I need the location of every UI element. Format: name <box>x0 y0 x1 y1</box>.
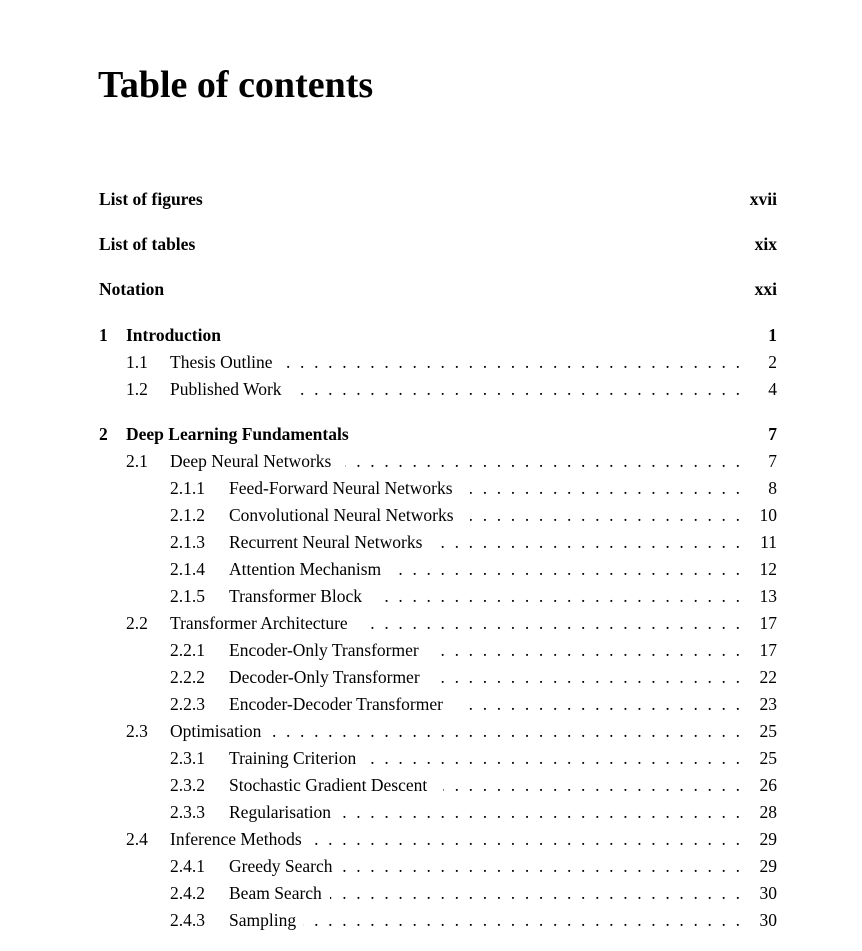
subsection-label: Regularisation <box>229 802 332 822</box>
subsection-number: 2.1.5 <box>170 586 205 606</box>
leader-dots <box>470 475 740 502</box>
toc-section[interactable] <box>0 610 862 637</box>
toc-entry-notation[interactable] <box>0 276 862 303</box>
toc-subsection[interactable] <box>0 745 862 772</box>
subsection-number: 2.2.1 <box>170 640 205 660</box>
subsection-number: 2.2.3 <box>170 694 205 714</box>
leader-dots <box>303 907 740 934</box>
leader-dots <box>375 583 740 610</box>
subsection-label: Sampling <box>229 910 297 930</box>
subsection-number: 2.3.3 <box>170 802 205 822</box>
leader-dots <box>393 556 740 583</box>
section-number: 2.3 <box>126 721 148 741</box>
section-page: 2 <box>768 352 777 372</box>
toc-entry-page: xix <box>754 234 777 254</box>
subsection-page: 28 <box>759 802 777 822</box>
subsection-number: 2.3.2 <box>170 775 205 795</box>
chapter-number: 1 <box>99 325 108 345</box>
toc-entry-list-of-tables[interactable] <box>0 231 862 258</box>
subsection-number: 2.1.1 <box>170 478 205 498</box>
subsection-page: 29 <box>759 856 777 876</box>
subsection-page: 11 <box>760 532 777 552</box>
toc-section[interactable] <box>0 376 862 403</box>
subsection-page: 25 <box>759 748 777 768</box>
toc-section[interactable] <box>0 448 862 475</box>
subsection-number: 2.4.3 <box>170 910 205 930</box>
toc-subsection[interactable] <box>0 880 862 907</box>
subsection-number: 2.1.4 <box>170 559 205 579</box>
leader-dots <box>434 637 740 664</box>
toc-subsection[interactable] <box>0 664 862 691</box>
toc-subsection[interactable] <box>0 502 862 529</box>
toc-entry-label: List of tables <box>99 234 196 254</box>
chapter-label: Deep Learning Fundamentals <box>126 424 349 444</box>
leader-dots <box>365 745 740 772</box>
leader-dots <box>460 691 740 718</box>
toc-chapter-1[interactable] <box>0 322 862 349</box>
subsection-label: Recurrent Neural Networks <box>229 532 423 552</box>
toc-subsection[interactable] <box>0 529 862 556</box>
toc-subsection[interactable] <box>0 691 862 718</box>
subsection-label: Training Criterion <box>229 748 357 768</box>
leader-dots <box>470 502 740 529</box>
leader-dots <box>345 448 740 475</box>
subsection-page: 23 <box>759 694 777 714</box>
section-number: 2.1 <box>126 451 148 471</box>
chapter-number: 2 <box>99 424 108 444</box>
subsection-label: Beam Search <box>229 883 322 903</box>
toc-entry-label: List of figures <box>99 189 203 209</box>
subsection-label: Decoder-Only Transformer <box>229 667 420 687</box>
toc-subsection[interactable] <box>0 907 862 934</box>
toc-subsection[interactable] <box>0 556 862 583</box>
subsection-page: 10 <box>759 505 777 525</box>
subsection-number: 2.2.2 <box>170 667 205 687</box>
leader-dots <box>341 853 740 880</box>
subsection-label: Feed-Forward Neural Networks <box>229 478 453 498</box>
subsection-page: 12 <box>759 559 777 579</box>
subsection-page: 13 <box>759 586 777 606</box>
subsection-page: 22 <box>759 667 777 687</box>
leader-dots <box>440 529 740 556</box>
section-label: Inference Methods <box>170 829 302 849</box>
toc-subsection[interactable] <box>0 637 862 664</box>
section-number: 1.2 <box>126 379 148 399</box>
toc-entry-page: xvii <box>749 189 777 209</box>
subsection-page: 8 <box>768 478 777 498</box>
toc-subsection[interactable] <box>0 475 862 502</box>
subsection-page: 17 <box>759 640 777 660</box>
subsection-label: Transformer Block <box>229 586 363 606</box>
subsection-number: 2.4.2 <box>170 883 205 903</box>
toc-section[interactable] <box>0 349 862 376</box>
section-label: Transformer Architecture <box>170 613 348 633</box>
subsection-page: 30 <box>759 883 777 903</box>
toc-subsection[interactable] <box>0 853 862 880</box>
subsection-label: Encoder-Only Transformer <box>229 640 419 660</box>
subsection-number: 2.4.1 <box>170 856 205 876</box>
leader-dots <box>291 376 740 403</box>
section-page: 4 <box>768 379 777 399</box>
section-label: Optimisation <box>170 721 262 741</box>
chapter-label: Introduction <box>126 325 221 345</box>
toc-subsection[interactable] <box>0 583 862 610</box>
subsection-label: Convolutional Neural Networks <box>229 505 454 525</box>
leader-dots <box>435 664 740 691</box>
subsection-label: Stochastic Gradient Descent <box>229 775 428 795</box>
page-title: Table of contents <box>98 64 374 106</box>
toc-entry-page: xxi <box>754 279 777 299</box>
toc-entry-list-of-figures[interactable] <box>0 186 862 213</box>
toc-subsection[interactable] <box>0 799 862 826</box>
section-label: Published Work <box>170 379 282 399</box>
section-number: 1.1 <box>126 352 148 372</box>
section-number: 2.4 <box>126 829 148 849</box>
subsection-page: 30 <box>759 910 777 930</box>
subsection-label: Greedy Search <box>229 856 333 876</box>
section-number: 2.2 <box>126 613 148 633</box>
leader-dots <box>362 610 740 637</box>
chapter-page: 1 <box>768 325 777 345</box>
leader-dots <box>341 799 740 826</box>
subsection-page: 26 <box>759 775 777 795</box>
toc-chapter-2[interactable] <box>0 421 862 448</box>
section-label: Deep Neural Networks <box>170 451 332 471</box>
toc-section[interactable] <box>0 718 862 745</box>
subsection-number: 2.3.1 <box>170 748 205 768</box>
toc-subsection[interactable] <box>0 772 862 799</box>
subsection-label: Encoder-Decoder Transformer <box>229 694 443 714</box>
leader-dots <box>330 880 740 907</box>
toc-entry-label: Notation <box>99 279 165 299</box>
section-page: 25 <box>759 721 777 741</box>
leader-dots <box>270 718 740 745</box>
leader-dots <box>280 349 740 376</box>
section-page: 7 <box>768 451 777 471</box>
subsection-label: Attention Mechanism <box>229 559 382 579</box>
section-label: Thesis Outline <box>170 352 273 372</box>
leader-dots <box>313 826 740 853</box>
section-page: 29 <box>759 829 777 849</box>
subsection-number: 2.1.2 <box>170 505 205 525</box>
toc-section[interactable] <box>0 826 862 853</box>
chapter-page: 7 <box>768 424 777 444</box>
leader-dots <box>443 772 740 799</box>
section-page: 17 <box>759 613 777 633</box>
subsection-number: 2.1.3 <box>170 532 205 552</box>
